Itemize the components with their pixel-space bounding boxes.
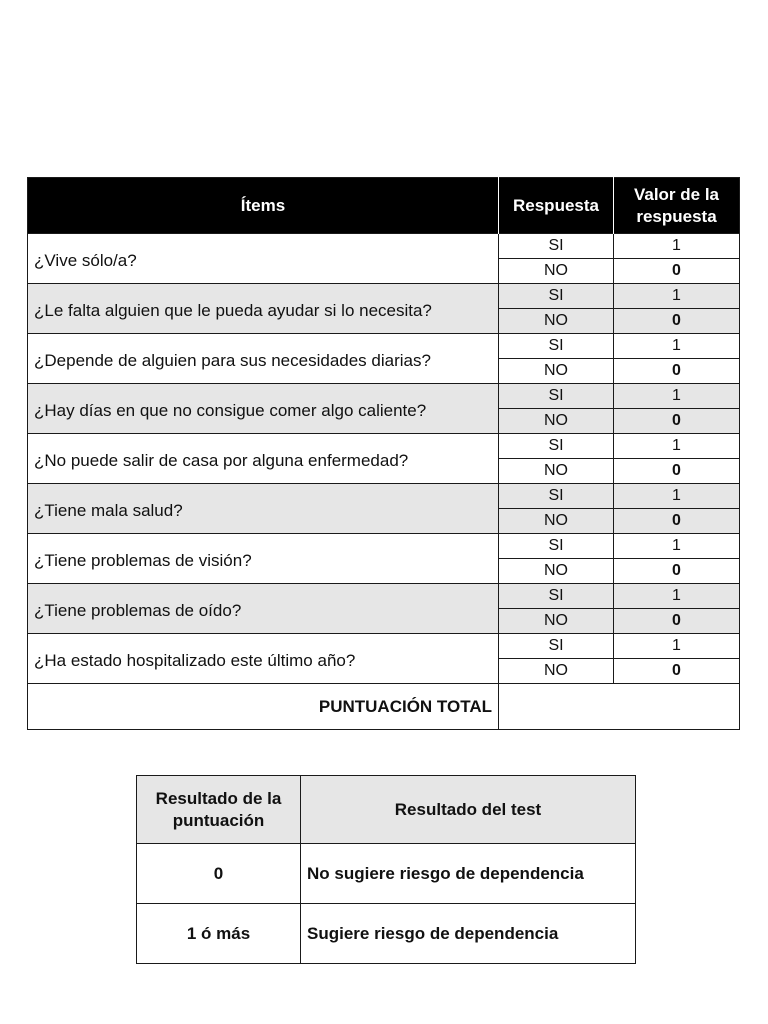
answer-yes: SI <box>499 634 614 659</box>
total-row <box>28 684 740 730</box>
header-answer: Respuesta <box>499 178 614 234</box>
result-row <box>137 904 636 964</box>
question-row-yes <box>28 634 740 659</box>
value-no: 0 <box>614 409 740 434</box>
result-score: 1 ó más <box>137 904 301 964</box>
question-row-yes <box>28 284 740 309</box>
header-score-line1: Resultado de la <box>155 788 282 808</box>
answer-yes: SI <box>499 584 614 609</box>
value-no: 0 <box>614 459 740 484</box>
question-text: ¿Ha estado hospitalizado este último año? <box>28 634 499 684</box>
value-no: 0 <box>614 359 740 384</box>
questionnaire-table <box>27 177 740 730</box>
value-yes: 1 <box>614 484 740 509</box>
question-text: ¿Le falta alguien que le pueda ayudar si lo necesita? <box>28 284 499 334</box>
question-text: ¿Vive sólo/a? <box>28 234 499 284</box>
answer-yes: SI <box>499 384 614 409</box>
question-text: ¿Tiene mala salud? <box>28 484 499 534</box>
question-row-yes <box>28 334 740 359</box>
value-yes: 1 <box>614 584 740 609</box>
result-score: 0 <box>137 844 301 904</box>
result-outcome: No sugiere riesgo de dependencia <box>301 844 636 904</box>
header-value-line1: Valor de la <box>633 184 720 204</box>
value-no: 0 <box>614 259 740 284</box>
answer-yes: SI <box>499 484 614 509</box>
answer-no: NO <box>499 659 614 684</box>
question-text: ¿Depende de alguien para sus necesidades diarias? <box>28 334 499 384</box>
questionnaire-header-row <box>28 178 740 234</box>
answer-no: NO <box>499 559 614 584</box>
value-yes: 1 <box>614 384 740 409</box>
result-outcome: Sugiere riesgo de dependencia <box>301 904 636 964</box>
header-score <box>137 776 301 844</box>
answer-yes: SI <box>499 234 614 259</box>
total-label: PUNTUACIÓN TOTAL <box>28 684 499 730</box>
answer-yes: SI <box>499 534 614 559</box>
answer-yes: SI <box>499 334 614 359</box>
value-no: 0 <box>614 509 740 534</box>
value-yes: 1 <box>614 334 740 359</box>
header-score-line2: puntuación <box>172 810 265 830</box>
result-row <box>137 844 636 904</box>
question-row-yes <box>28 584 740 609</box>
question-row-yes <box>28 434 740 459</box>
question-row-yes <box>28 484 740 509</box>
question-text: ¿Tiene problemas de visión? <box>28 534 499 584</box>
answer-yes: SI <box>499 434 614 459</box>
total-value-cell <box>499 684 740 730</box>
answer-no: NO <box>499 509 614 534</box>
value-no: 0 <box>614 309 740 334</box>
result-header-row <box>137 776 636 844</box>
answer-no: NO <box>499 459 614 484</box>
value-no: 0 <box>614 609 740 634</box>
value-yes: 1 <box>614 434 740 459</box>
value-no: 0 <box>614 559 740 584</box>
answer-yes: SI <box>499 284 614 309</box>
answer-no: NO <box>499 309 614 334</box>
value-yes: 1 <box>614 634 740 659</box>
question-text: ¿Tiene problemas de oído? <box>28 584 499 634</box>
answer-no: NO <box>499 609 614 634</box>
value-yes: 1 <box>614 284 740 309</box>
question-row-yes <box>28 384 740 409</box>
header-value <box>614 178 740 234</box>
header-items: Ítems <box>28 178 499 234</box>
question-text: ¿No puede salir de casa por alguna enfermedad? <box>28 434 499 484</box>
answer-no: NO <box>499 409 614 434</box>
answer-no: NO <box>499 359 614 384</box>
question-row-yes <box>28 534 740 559</box>
header-value-line2: respuesta <box>636 206 717 226</box>
answer-no: NO <box>499 259 614 284</box>
result-table <box>136 775 636 964</box>
header-outcome: Resultado del test <box>301 776 636 844</box>
value-no: 0 <box>614 659 740 684</box>
question-row-yes <box>28 234 740 259</box>
question-text: ¿Hay días en que no consigue comer algo caliente? <box>28 384 499 434</box>
value-yes: 1 <box>614 234 740 259</box>
value-yes: 1 <box>614 534 740 559</box>
